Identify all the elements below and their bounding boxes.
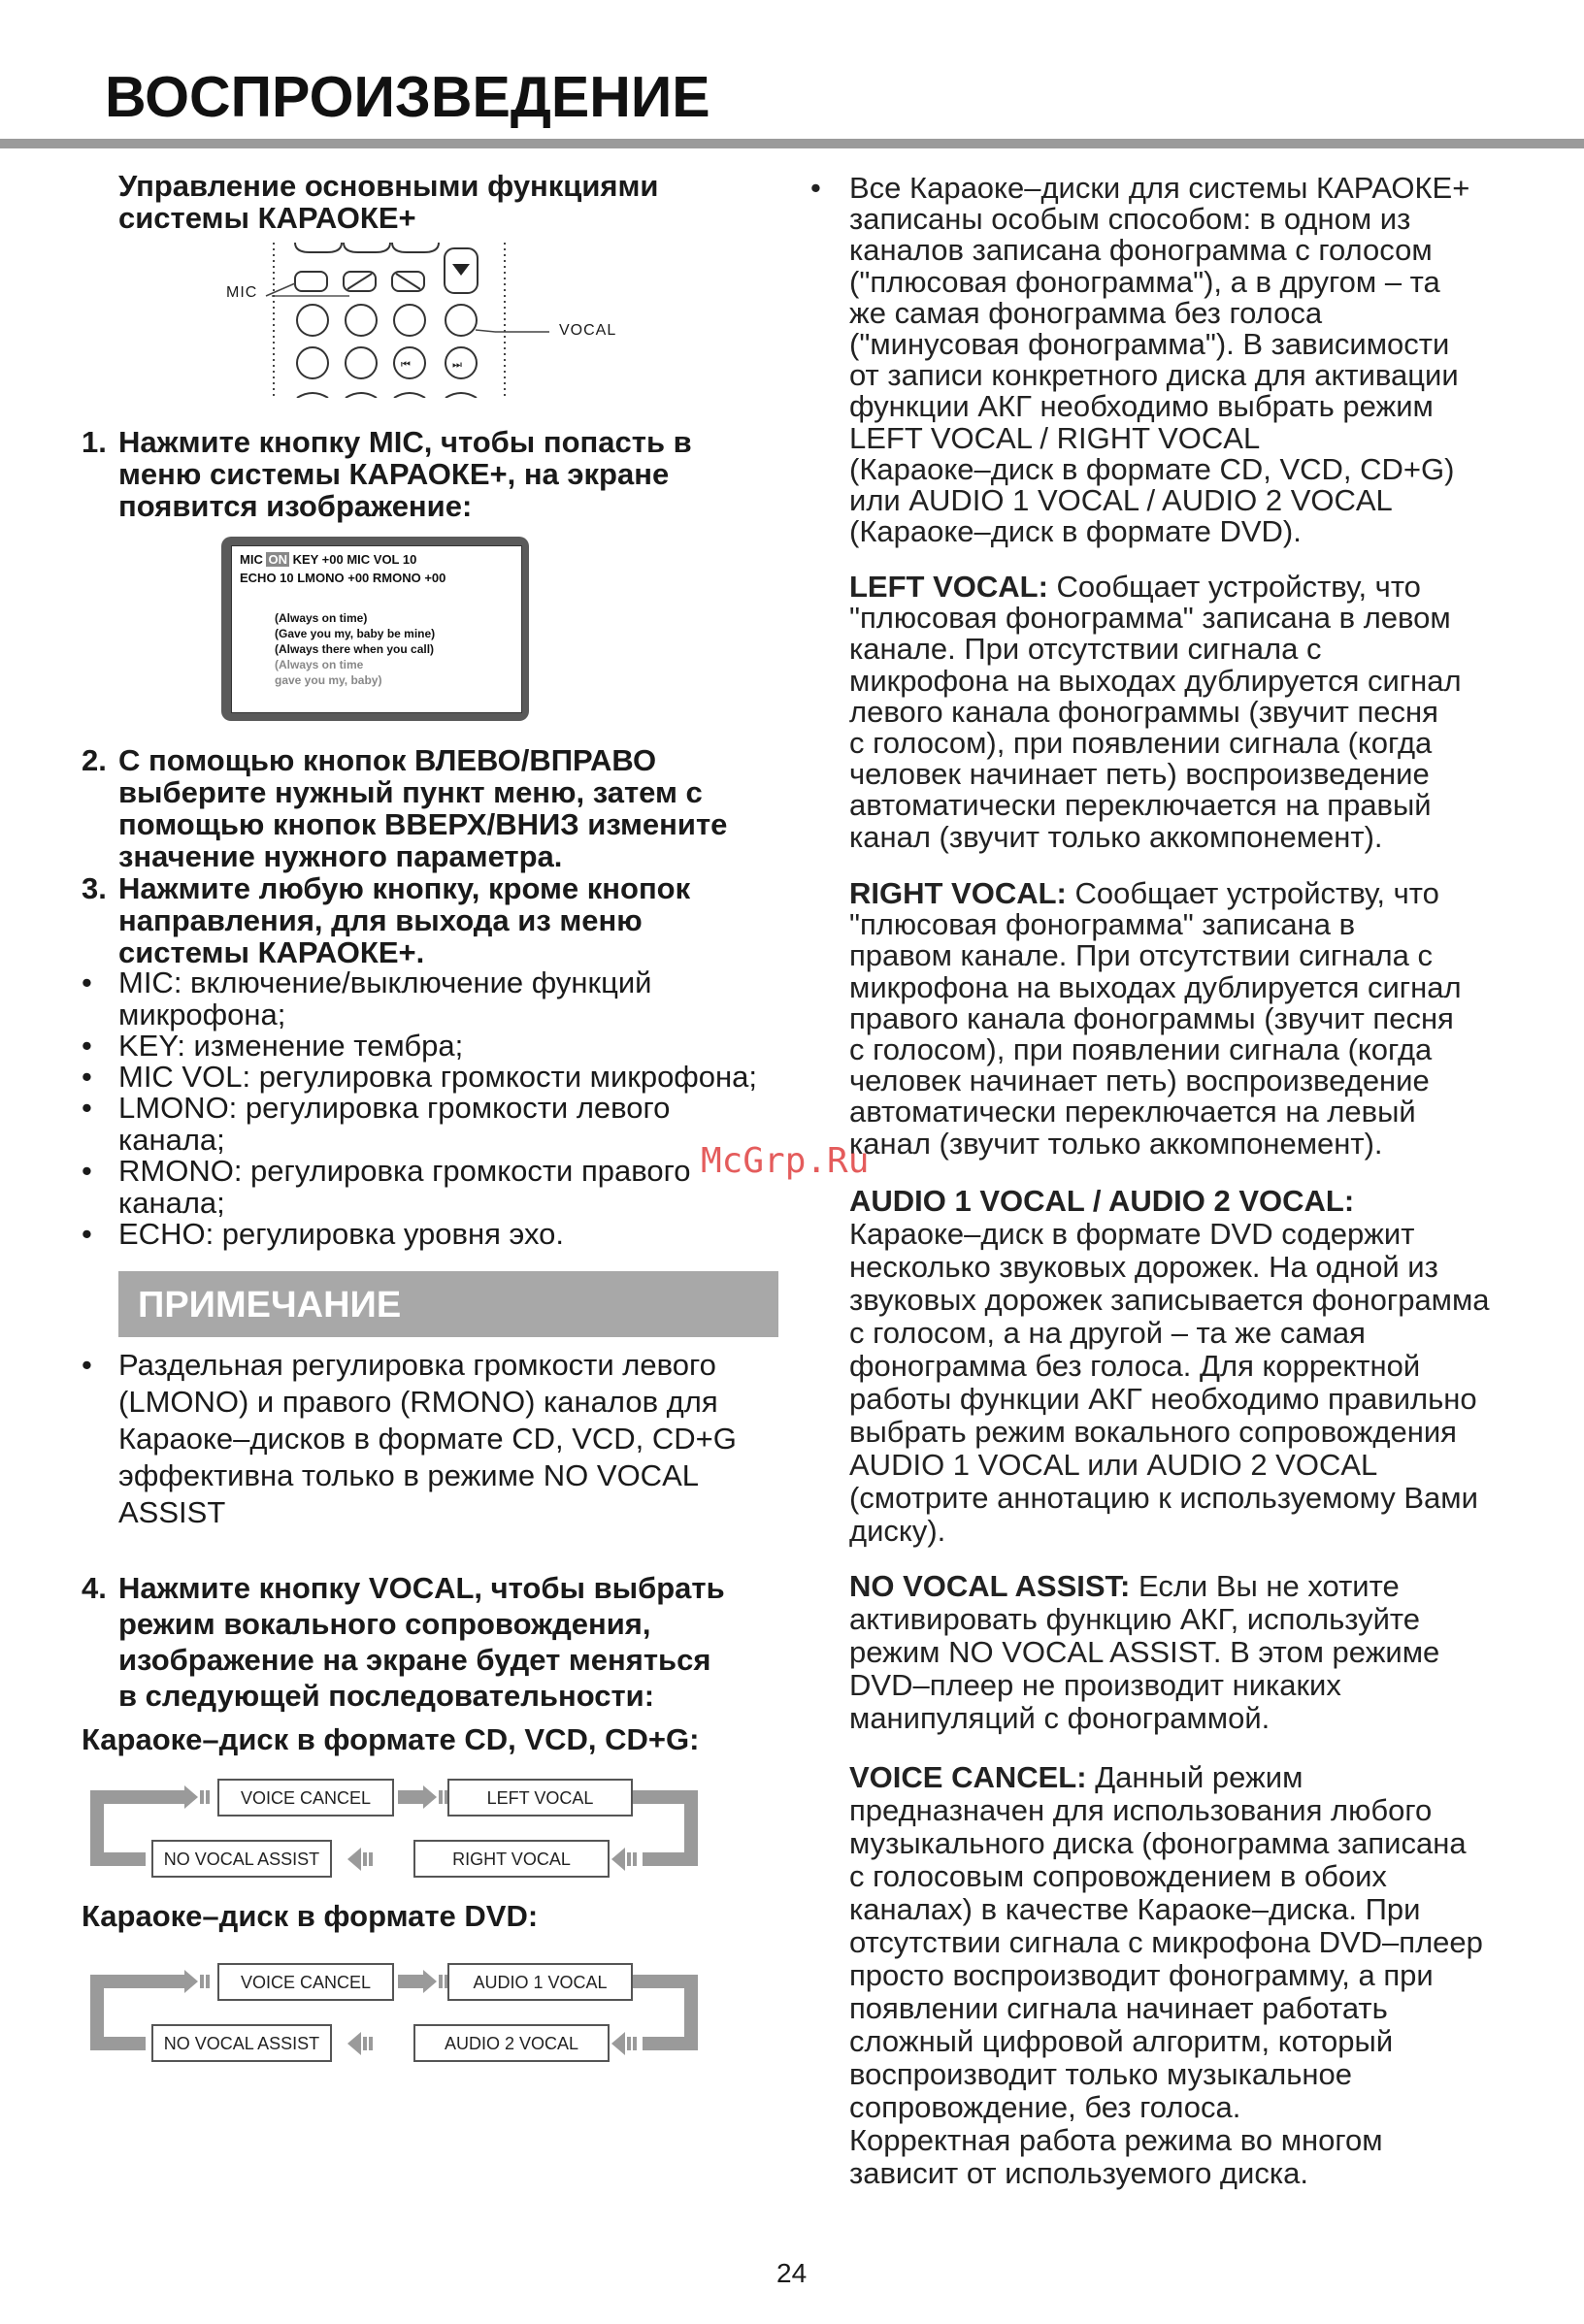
screen-lyric-2: (Gave you my, baby be mine) [275,627,436,640]
audio-vocal-paragraph: Караоке–диск в формате DVD содержит несколько звуковых дорожек. На одной из звуковых дорожек записывается фонограмма с голосом, а на другой – та же самая фонограмма без голоса. Для корректной работы функции АКГ необходимо правильно выбрать режим вокального сопровождения AUDIO 1 VOCAL или AUDIO 2 VOCAL (смотрите аннотацию к используемому Вами диску). [849,1217,1490,1548]
dvd-no-vocal-assist-box: NO VOCAL ASSIST [151,2024,332,2062]
no-vocal-assist-paragraph: NO VOCAL ASSIST: Если Вы не хотите активировать функцию АКГ, используйте режим NO VOCAL ASSIST. В этом режиме DVD–плеер не производит никаких манипуляций с фонограммой. [849,1569,1440,1735]
header-rule [0,139,1584,148]
screen-lyric-4: (Always on time [275,658,364,671]
cd-left-vocal-box: LEFT VOCAL [447,1779,633,1817]
step-4 [82,1570,819,1713]
screen-line-2: ECHO 10 LMONO +00 RMONO +00 [240,571,446,585]
svg-text:⏮: ⏮ [401,358,411,371]
step-1-text: Нажмите кнопку MIC, чтобы попасть в меню системы КАРАОКЕ+, на экране появится изображение: [118,425,692,523]
tv-screen [231,545,522,713]
note-text: Раздельная регулировка громкости левого (LMONO) и правого (RMONO) каналов для Караоке–дисков в формате CD, VCD, CD+G эффективна только в режиме NO VOCAL ASSIST [118,1348,737,1529]
intro-paragraph: Все Караоке–диски для системы КАРАОКЕ+ записаны особым способом: в одном из каналов записана фонограмма с голосом ("плюсовая фонограмма"), а в другом – та же самая фонограмма без голоса ("минусовая фонограмма"). В зависимости от записи конкретного диска для активации функции АКГ необходимо выбрать режим LEFT VOCAL / RIGHT VOCAL (Караоке–диск в формате CD, VCD, CD+G) или AUDIO 1 VOCAL / AUDIO 2 VOCAL (Караоке–диск в формате DVD). [849,171,1470,549]
step-2-text: С помощью кнопок ВЛЕВО/ВПРАВО выберите нужный пункт меню, затем с помощью кнопок ВВЕРХ/ВНИЗ измените значение нужного параметра. [118,743,728,873]
dvd-format-heading: Караоке–диск в формате DVD: [82,1899,539,1933]
right-vocal-paragraph: RIGHT VOCAL: Сообщает устройству, что "плюсовая фонограмма" записана в правом канале. При отсутствии сигнала с микрофона на выходах дублируется сигнал правого канала фонограммы (звучит песня с голосом), при появлении сигнала (когда человек начинает петь) воспроизведение автоматически переключается на левый канал (звучит только аккомпонемент). [849,876,1462,1161]
step-1-number: 1. [82,425,107,459]
mic-on-highlight: ON [268,552,287,567]
intro-bullet-dot: • [810,171,821,205]
screen-lyric-5: gave you my, baby) [275,673,382,687]
dvd-audio1-vocal-box: AUDIO 1 VOCAL [447,1963,633,2001]
cd-voice-cancel-box: VOICE CANCEL [217,1779,394,1817]
cd-right-vocal-box: RIGHT VOCAL [413,1840,610,1878]
page-number: 24 [776,2258,808,2288]
note-title: ПРИМЕЧАНИЕ [138,1285,402,1326]
note-banner [118,1271,778,1337]
no-vocal-assist-heading: NO VOCAL ASSIST: [849,1569,1131,1603]
dvd-audio2-vocal-box: AUDIO 2 VOCAL [413,2024,610,2062]
remote-illustration [223,243,631,398]
voice-cancel-paragraph: VOICE CANCEL: Данный режим предназначен для использования любого музыкального диска (фонограмма записана с голосовым сопровождением в обоих каналах) в качестве Караоке–диска. При отсутствии сигнала с микрофона DVD–плеер просто воспроизводит фонограмму, а при появлении сигнала начинает работать сложный цифровой алгоритм, который воспроизводит только музыкальное сопровождение, без голоса. Корректная работа режима во многом зависит от используемого диска. [849,1760,1483,2190]
svg-text:⏭: ⏭ [452,358,462,371]
left-vocal-paragraph: LEFT VOCAL: Сообщает устройству, что "плюсовая фонограмма" записана в левом канале. При отсутствии сигнала с микрофона на выходах дублируется сигнал левого канала фонограммы (звучит песня с голосом), при появлении сигнала (когда человек начинает петь) воспроизведение автоматически переключается на правый канал (звучит только аккомпонемент). [849,570,1462,854]
dvd-voice-cancel-box: VOICE CANCEL [217,1963,394,2001]
cd-format-heading: Караоке–диск в формате CD, VCD, CD+G: [82,1722,700,1756]
audio-vocal-heading: AUDIO 1 VOCAL / AUDIO 2 VOCAL: [849,1184,1355,1218]
screen-lyric-3: (Always there when you call) [275,642,435,656]
step-4-text: Нажмите кнопку VOCAL, чтобы выбрать режим вокального сопровождения, изображение на экране будет меняться в следующей последовательности: [118,1571,725,1713]
left-vocal-heading: LEFT VOCAL: [849,570,1048,604]
step-1 [82,426,800,528]
step-4-number: 4. [82,1571,107,1605]
step-2-number: 2. [82,743,107,777]
step-3-text: Нажмите любую кнопку, кроме кнопок направления, для выхода из меню системы КАРАОКЕ+. [118,871,691,969]
mic-label: MIC [226,284,258,301]
screen-line-1: MIC ON KEY +00 MIC VOL 10 [240,552,417,567]
watermark: McGrp.Ru [701,1141,870,1181]
step-3 [82,872,800,969]
cd-no-vocal-assist-box: NO VOCAL ASSIST [151,1840,332,1878]
step-2 [82,744,800,875]
step-3-number: 3. [82,871,107,905]
karaoke-heading: Управление основными функциями системы КАРАОКЕ+ [118,169,659,235]
right-vocal-heading: RIGHT VOCAL: [849,876,1067,910]
vocal-label: VOCAL [559,322,617,339]
screen-lyric-1: (Always on time) [275,611,368,625]
voice-cancel-heading: VOICE CANCEL: [849,1760,1087,1794]
page-title: ВОСПРОИЗВЕДЕНИЕ [105,65,710,129]
